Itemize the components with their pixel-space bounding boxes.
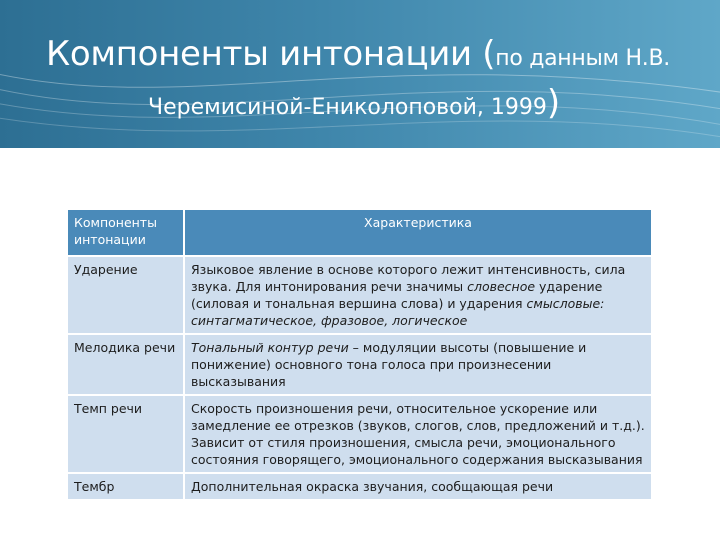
row-name: Темп речи [68,395,184,473]
row-description: Скорость произношения речи, относительное ускорение или замедление ее отрезков (звуков, слогов, слов, предложений и т.д.). Зависит от стиля произношения, смысла речи, эмоционального состояния говорящего, эмоционального содержания высказывания [184,395,652,473]
slide-title: Компоненты интонации (по данным Н.В. [46,34,670,74]
row-name: Ударение [68,256,184,334]
table-row [68,473,652,500]
intonation-components-table [68,210,653,501]
header-components: Компоненты интонации [68,210,184,256]
row-description: Тональный контур речи – модуляции высоты (повышение и понижение) основного тона голоса при произнесении высказывания [184,334,652,395]
table-row [68,395,652,473]
row-name: Мелодика речи [68,334,184,395]
row-description: Языковое явление в основе которого лежит интенсивность, сила звука. Для интонирования речи значимы словесное ударение (силовая и тональная вершина слова) и ударения смысловые: синтагматическое, фразовое, логическое [184,256,652,334]
row-description: Дополнительная окраска звучания, сообщающая речи [184,473,652,500]
table-header-row [68,210,652,256]
table-row [68,256,652,334]
row-name: Тембр [68,473,184,500]
title-source-part1: по данным Н.В. [495,46,670,71]
header-characteristic: Характеристика [184,210,652,256]
title-banner [0,0,720,148]
title-source-part2: Черемисиной-Ениколоповой, 1999) [148,83,561,123]
table-row [68,334,652,395]
